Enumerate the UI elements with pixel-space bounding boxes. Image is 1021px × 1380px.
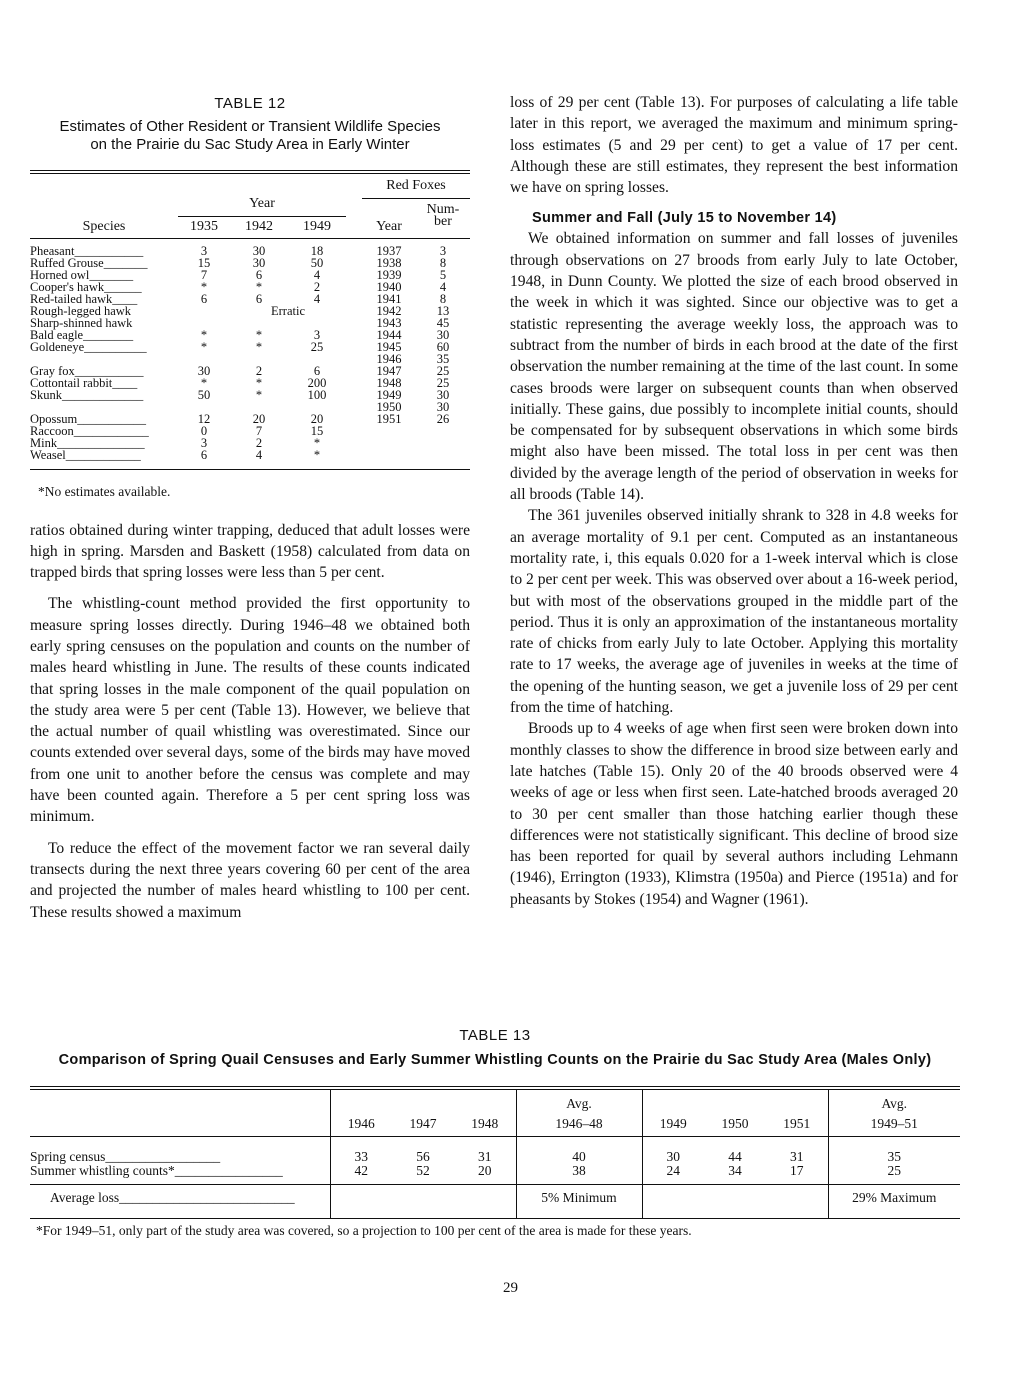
table12-head-number-1: Num-	[426, 202, 460, 217]
table13-row-spring-census: Spring census_________________ 33 56 31 40 30 44 31 35	[30, 1150, 960, 1164]
page-number: 29	[503, 1280, 518, 1296]
table13-title: Comparison of Spring Quail Censuses and Early Summer Whistling Counts on the Prairie du Sac Study Area (Males Only)	[58, 1052, 932, 1068]
right-paragraph-1: loss of 29 per cent (Table 13). For purposes of calculating a life table later in this report, we averaged the maximum and minimum spring-loss estimates (5 and 29 per cent) to get a value of 17 per cent. Although these are still estimates, they represent the best information we have on spring losses.	[510, 94, 958, 197]
right-paragraph-2: We obtained information on summer and fall losses of juveniles through observations on 27 broods from early July to late October, 1948, in Dunn County. We plotted the size of each brood observed in the week in which it was sighted. Since our objective was to get a statistic representing the average weekly loss, the approach was to subtract from the number of birds in each brood at the date of the first observation the number remaining at the time of the last count. In some cases broods were larger on subsequent counts than when observed initially. These gains, due possibly to incomplete initial counts, should be compensated for by subsequent observations in which some birds might also have been missed. The total loss in per cent was then divided by the average length of the period of observation in weeks for all broods (Table 14).	[510, 230, 958, 504]
table13: Avg. Avg. 1946 1947 1948 1946–48 1949 1950 1951 1949–51 Spring census_________________ 33 56 31 40 30 44 31 35 Summer whistling counts*________________ 42 52 20 38 24 34 17 25 Average loss__________________________ 5% Minimum 29% Maximum	[30, 1090, 960, 1218]
table12-row: Horned owl_______ 7 6 4 1939 5	[30, 267, 447, 282]
table12-row: Opossum___________ 12 20 20 1951 26	[30, 411, 450, 426]
table12-row: Cooper's hawk______ * * 2 1940 4	[30, 279, 447, 294]
left-paragraph-2: The whistling-count method provided the first opportunity to measure spring losses directly. During 1946–48 we obtained both early spring censuses on the population and counts on the number of males heard whistling in June. The results of these counts indicated that spring losses in the male component of the quail population on the study area were 5 per cent (Table 13). However, we believe that the actual number of quail whistling was overestimated. Since our counts extended over several days, some of the birds may have moved from one unit to another before the census was complete and may have been counted again. Therefore a 5 per cent spring loss was minimum.	[30, 595, 470, 826]
table12-head-year: Year	[178, 198, 346, 216]
table12-row: Gray fox___________ 30 2 6 1947 25	[30, 363, 450, 378]
table12-row: Rough-legged hawk Erratic 1942 13	[30, 303, 450, 318]
table12-top-rule	[30, 170, 470, 174]
table12-row: Pheasant___________ 3 30 18 1937 3	[30, 243, 447, 258]
table12-head-red-foxes: Red Foxes	[362, 180, 470, 198]
table12-bottom-rule	[30, 469, 470, 470]
table12-footnote: *No estimates available.	[38, 483, 171, 499]
table12-row: Cottontail rabbit____ * * 200 1948 25	[30, 375, 450, 390]
right-paragraph-4: Broods up to 4 weeks of age when first seen were broken down into monthly classes to show the difference in brood size between early and late hatches (Table 15). Only 20 of the 40 broods observed were 4 weeks of age or less when first seen. Late-hatched broods averaged 20 to 30 per cent smaller than those hatching earlier though these differences were not statistically significant. This decline of brood size has been reported for quail by several authors including Lehmann (1946), Errington (1933), Klimstra (1950a) and Pierce (1951a) and for pheasants by Stokes (1954) and Wagner (1961).	[510, 720, 958, 908]
table12-row: Red-tailed hawk____ 6 6 4 1941 8	[30, 291, 447, 306]
table12-row: Mink______________ 3 2 *	[30, 435, 321, 450]
table12-row: Ruffed Grouse_______ 15 30 50 1938 8	[30, 255, 447, 270]
table13-caption: TABLE 13	[459, 1027, 531, 1044]
table12-row: 1946 35	[376, 351, 450, 366]
table12-head-species: Species	[82, 218, 126, 234]
left-paragraph-1: ratios obtained during winter trapping, deduced that adult losses were high in spring. Marsden and Baskett (1958) calculated from data on trapped birds that spring losses were less than 5 per cent.	[30, 521, 470, 582]
table12: Red Foxes Year Num- Species 1935 1942 1949 Year ber Pheasant___________ 3 30 18 1937 3 Ruffed Grouse_______ 15 30 50 1938 8 Horned owl_______ 7 6 4 1939 5 Cooper's hawk______ * * 2 1940 4 Red-tailed hawk____ 6 6 4 1941 8 Rough-legged hawk Erratic 1942 13 Sharp-shinned hawk 1943 45 Bald eagle________ * * 3 1944 30 Goldeneye__________ * * 25 1945 60 1946 35 Gray fox___________ 30 2 6 1947 25 Cottontail rabbit____ * * 200 1948 25 Skunk_____________ 50 * 100 1949 30 1950 30 Opossum___________ 12 20 20 1951 26 Raccoon____________ 0 7 15 Mink______________ 3 2 * Weasel____________ 6 4 *	[30, 180, 470, 461]
table13-bottom-rule	[30, 1218, 960, 1219]
table13-row-average-loss: Average loss__________________________ 5% Minimum 29% Maximum	[30, 1184, 960, 1212]
table12-row: Goldeneye__________ * * 25 1945 60	[30, 339, 450, 354]
left-paragraph-3: To reduce the effect of the movement factor we ran several daily transects during the next three years covering 60 per cent of the area and projected the number of males heard whistling to 100 per cent. These results showed a maximum	[30, 839, 470, 921]
table12-row: Sharp-shinned hawk 1943 45	[30, 315, 450, 330]
table13-block	[30, 1027, 960, 1239]
left-column	[30, 95, 470, 923]
table13-footnote: *For 1949–51, only part of the study area was covered, so a projection to 100 per cent of the area is made for these years.	[36, 1223, 692, 1238]
table12-row: Skunk_____________ 50 * 100 1949 30	[30, 387, 450, 402]
table12-row: 1950 30	[376, 399, 450, 414]
table12-row: Weasel____________ 6 4 *	[30, 447, 321, 462]
table12-caption: TABLE 12	[214, 95, 286, 112]
table12-title: Estimates of Other Resident or Transient Wildlife Species on the Prairie du Sac Study Area in Early Winter	[59, 118, 441, 153]
table12-row: Bald eagle________ * * 3 1944 30	[30, 327, 450, 342]
right-column	[510, 92, 958, 910]
section-heading: Summer and Fall (July 15 to November 14)	[532, 210, 837, 227]
right-paragraph-3: The 361 juveniles observed initially shrank to 328 in 4.8 weeks for an average mortality of 9.1 per cent. Computed as an instantaneous mortality rate, i, this equals 0.020 for a 1-week interval which is close to 2 per cent per week. This was observed over about a 16-week period, but with most of the observations grouped in the middle part of the period. Thus it is only an approximation of the instantaneous mortality rate of chicks from early July to late October. Applying this mortality rate to 17 weeks, the average age of juveniles in weeks at the time of the opening of the hunting season, we get a juvenile loss of 29 per cent from the time of hatching.	[510, 507, 958, 717]
table12-row: Raccoon____________ 0 7 15	[30, 423, 324, 438]
table13-row-whistling: Summer whistling counts*________________ 42 52 20 38 24 34 17 25	[30, 1164, 960, 1178]
